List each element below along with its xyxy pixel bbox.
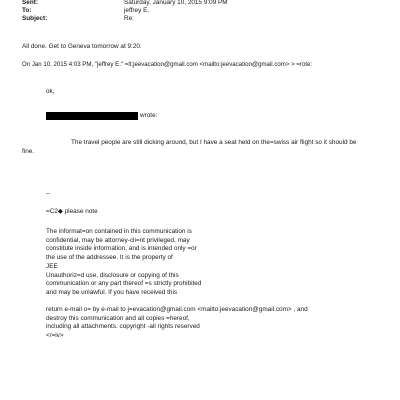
return-line: including all attachments. copyright -all rights reserved xyxy=(46,323,200,331)
reply-line: All done. Get to Geneva tomorrow at 9:20. xyxy=(22,43,142,50)
disclaimer-line: confidential, may be attorney-cli=nt privileged, may xyxy=(46,236,190,244)
subject-value: Re: xyxy=(124,15,134,22)
wrote-line: wrote: xyxy=(140,112,158,119)
quote-header: On Jan 10, 2015 4:03 PM, "jeffrey E." =lt;jeevacation@gmail.com <mailto:jeevacation@gmail.com> > =rote: xyxy=(22,61,313,68)
to-label: To: xyxy=(22,7,32,14)
return-line: destroy this communication and all copies =hereof, xyxy=(46,314,190,322)
disclaimer-line: and may be unlawful. If you have received this xyxy=(46,288,178,296)
subject-label: Subject: xyxy=(22,15,48,22)
ok-line: ok, xyxy=(46,88,55,95)
disclaimer-line: the use of the addressee. It is the property of xyxy=(46,254,173,262)
disclaimer-line: Unauthoriz=d use, disclosure or copying of this xyxy=(46,271,179,279)
disclaimer-line: communication or any part thereof =s strictly prohibited xyxy=(46,280,202,288)
signature-dashes: -- xyxy=(46,190,51,197)
return-block xyxy=(46,306,346,341)
return-line: </=iv> xyxy=(46,332,64,340)
disclaimer-line: constitute inside information, and is intended only =or xyxy=(46,245,197,253)
sent-value: Saturday, January 10, 2015 9:09 PM xyxy=(124,0,228,6)
disclaimer-line: The informat=on contained in this communication is xyxy=(46,228,192,235)
redaction-bar xyxy=(46,112,138,120)
return-line: return e-mail o= by e-mail to j=evacation@gmail.com <mailto:jeevacation@gmail.com> , and xyxy=(46,306,308,313)
travel-line-2: fine. xyxy=(22,148,35,155)
please-note-line: =C2◆ please note xyxy=(46,208,98,215)
disclaimer-block xyxy=(46,228,346,298)
sent-label: Sent: xyxy=(22,0,38,6)
travel-line-1: The travel people are still dicking around, but I have a seat held on the=swiss air flight so it should be xyxy=(71,139,357,146)
disclaimer-line: JEE xyxy=(46,262,58,270)
to-value: jeffrey E. xyxy=(124,7,150,14)
